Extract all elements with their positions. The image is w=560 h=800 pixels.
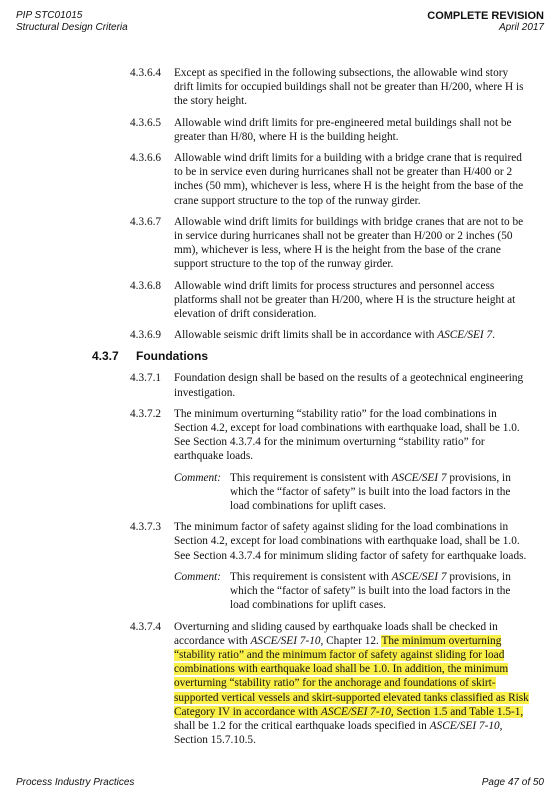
clause-text-part: shall be 1.2 for the critical earthquake loads specified in	[174, 719, 430, 732]
section-title: Foundations	[136, 349, 208, 364]
page-footer	[16, 777, 544, 788]
clause-text-end: .	[492, 329, 495, 342]
footer-org: Process Industry Practices	[16, 777, 135, 788]
clause-number: 4.3.6.7	[130, 215, 162, 228]
clause-number: 4.3.6.9	[130, 329, 162, 342]
clause-text-part: , Chapter 12.	[320, 634, 382, 647]
standard-reference: ASCE/SEI 7-10	[250, 634, 321, 647]
comment-text	[230, 471, 530, 514]
doc-title: Structural Design Criteria	[16, 22, 128, 33]
clause-4371	[130, 371, 530, 399]
clause-text: Foundation design shall be based on the results of a geotechnical engineering investigation.	[174, 372, 524, 399]
clause-text: Except as specified in the following subsections, the allowable wind story drift limits for occupied buildings shall not be greater than H/200, where H is the story height.	[174, 67, 524, 108]
section-heading-foundations	[92, 349, 560, 363]
clause-text: Allowable wind drift limits for a building with a bridge crane that is required to be in service even during hurricanes shall not be greater than H/400 or 2 inches (50 mm), whichever is less, where H is the height from the base of the crane support structure to the top of the runway girder.	[174, 152, 524, 207]
clause-text: Allowable wind drift limits for pre-engineered metal buildings shall not be greater than H/80, where H is the building height.	[174, 116, 512, 143]
highlighted-text-part: , Section 1.5 and Table 1.5-1,	[390, 705, 524, 718]
clause-text: The minimum factor of safety against sliding for the load combinations in Section 4.2, except for load combinations with earthquake load, shall be 1.0. See Section 4.3.7.4 for minimum sliding factor of safety for earthquake loads.	[174, 521, 527, 562]
clause-number: 4.3.7.1	[130, 372, 162, 385]
clause-text-part: , Section 15.7.10.5.	[174, 719, 503, 747]
clause-4368	[130, 279, 530, 322]
comment-block	[174, 570, 530, 613]
clause-4369	[130, 328, 530, 342]
standard-reference: ASCE/SEI 7	[391, 570, 447, 583]
clause-number: 4.3.6.5	[130, 116, 162, 129]
clause-number: 4.3.7.4	[130, 620, 162, 633]
comment-text	[230, 570, 530, 613]
revision-label: COMPLETE REVISION	[427, 10, 544, 22]
comment-label: Comment:	[174, 570, 222, 583]
header-left	[16, 10, 128, 34]
document-body	[0, 66, 560, 754]
page-number: Page 47 of 50	[481, 777, 544, 788]
comment-label: Comment:	[174, 471, 222, 484]
clause-4373	[130, 520, 530, 563]
clause-4367	[130, 215, 530, 272]
clause-text: Allowable wind drift limits for buildings with bridge cranes that are not to be in service during hurricanes shall not be greater than H/200 or 2 inches (50 mm), whichever is less, where H is the height from the base of the crane support structure to the top of the runway girder.	[174, 215, 524, 271]
standard-reference: ASCE/SEI 7	[437, 329, 493, 342]
header-right	[427, 10, 544, 34]
clause-number: 4.3.6.8	[130, 279, 162, 292]
clause-number: 4.3.6.6	[130, 152, 162, 165]
clause-4365	[130, 116, 530, 144]
clause-4372	[130, 407, 530, 464]
comment-text-post: provisions, in which the “factor of safety” is built into the load factors in the load combinations for uplift cases.	[230, 471, 511, 513]
standard-reference: ASCE/SEI 7-10	[320, 705, 391, 718]
clause-text: Allowable wind drift limits for process structures and personnel access platforms shall not be greater than H/200, where H is the structure height at elevation of drift consideration.	[174, 279, 516, 321]
clause-text	[174, 328, 530, 342]
clause-text-main: Allowable seismic drift limits shall be in accordance with	[174, 329, 438, 342]
comment-text-post: provisions, in which the “factor of safety” is built into the load factors in the load combinations for uplift cases.	[230, 570, 511, 612]
clause-text-part: Overturning and sliding caused by earthquake loads shall be checked in accordance with	[174, 620, 498, 647]
standard-reference: ASCE/SEI 7	[391, 471, 447, 484]
highlighted-text-part: The minimum overturning “stability ratio” and the minimum factor of safety against sliding for load combinations with earthquake load shall be 1.0. In addition, the minimum overturning “stability ratio” for the anchorage and foundations of skirt-supported vertical vessels and skirt-supported elevated tanks classified as Risk Category IV in accordance with	[174, 634, 529, 718]
comment-text-pre: This requirement is consistent with	[230, 570, 392, 583]
clause-4366	[130, 151, 530, 208]
clause-number: 4.3.6.4	[130, 67, 162, 79]
highlighted-text	[174, 635, 529, 718]
clause-number: 4.3.7.3	[130, 521, 162, 534]
clause-number: 4.3.7.2	[130, 407, 162, 420]
revision-date: April 2017	[498, 22, 544, 33]
doc-id: PIP STC01015	[16, 10, 83, 21]
clause-4364	[130, 66, 530, 109]
standard-reference: ASCE/SEI 7-10	[429, 719, 500, 732]
section-number: 4.3.7	[92, 349, 119, 364]
comment-block	[174, 471, 530, 514]
comment-text-pre: This requirement is consistent with	[230, 471, 392, 484]
clause-text	[174, 620, 530, 748]
clause-4374	[130, 620, 530, 748]
clause-text: The minimum overturning “stability ratio” for the load combinations in Section 4.2, except for load combinations with earthquake load, shall be 1.0. See Section 4.3.7.4 for the minimum overturning “stability ratio” for earthquake loads.	[174, 407, 520, 463]
